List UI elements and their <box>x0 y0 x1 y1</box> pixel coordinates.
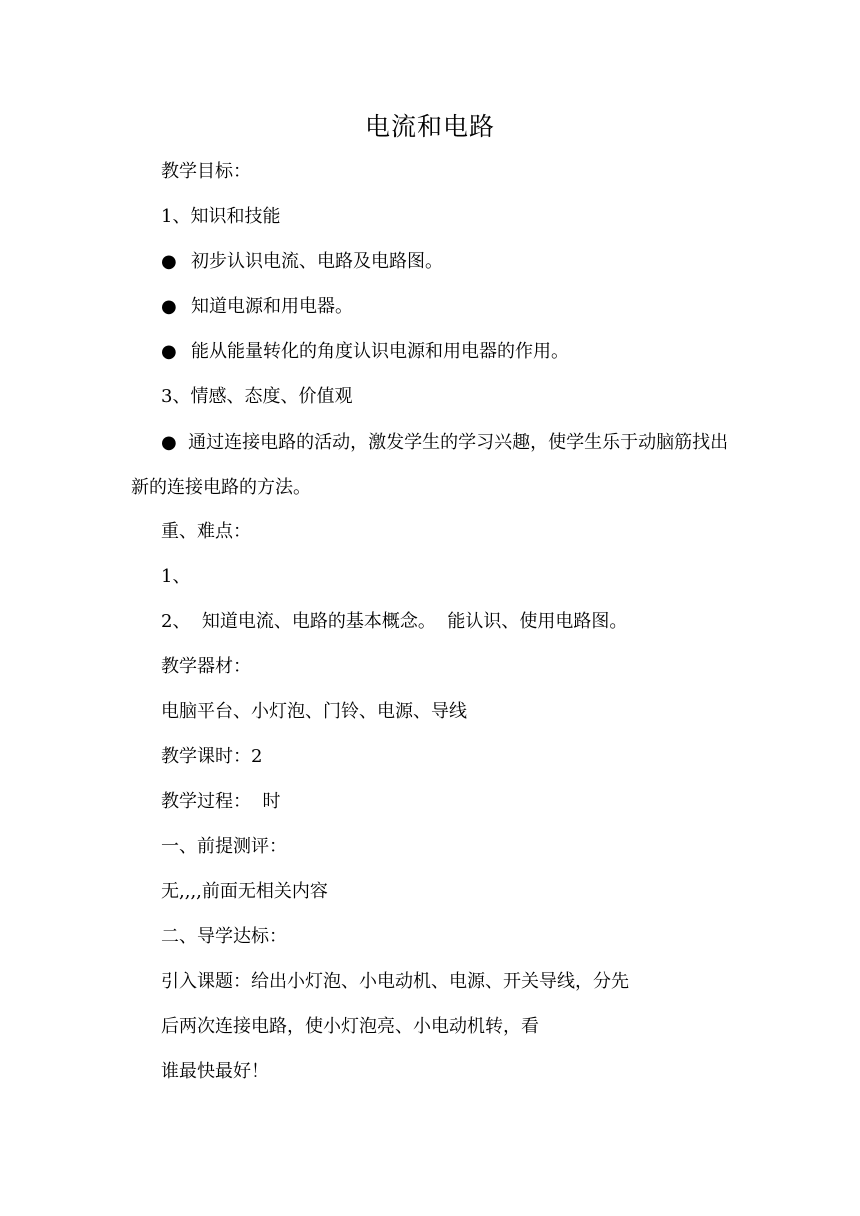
pretest-content: 无,,,,前面无相关内容 <box>161 881 328 902</box>
bullet-item <box>161 295 353 319</box>
attitude-heading: 3、情感、态度、价值观 <box>161 386 353 407</box>
materials-list: 电脑平台、小灯泡、门铃、电源、导线 <box>161 701 467 722</box>
bullet-text: 能从能量转化的角度认识电源和用电器的作用。 <box>191 341 569 362</box>
pretest-heading: 一、前提测评： <box>161 836 287 857</box>
bullet-item <box>161 340 569 364</box>
knowledge-heading: 1、知识和技能 <box>161 206 281 227</box>
bullet-icon: ● <box>161 341 177 362</box>
key-point-1: 1、 <box>161 566 191 587</box>
bullet-icon: ● <box>161 251 177 272</box>
intro-line-3: 谁最快最好！ <box>161 1061 269 1082</box>
class-hours: 教学课时：2 <box>161 746 263 767</box>
intro-line-1: 引入课题：给出小灯泡、小电动机、电源、开关导线，分先 <box>161 971 629 992</box>
process-heading: 教学过程： 时 <box>161 791 281 812</box>
bullet-icon: ● <box>161 296 177 317</box>
guide-heading: 二、导学达标： <box>161 926 287 947</box>
intro-line-2: 后两次连接电路，使小灯泡亮、小电动机转，看 <box>161 1016 539 1037</box>
bullet-text: 知道电源和用电器。 <box>191 296 353 317</box>
materials-heading: 教学器材： <box>161 656 251 677</box>
bullet-item <box>161 250 443 274</box>
objectives-heading: 教学目标： <box>161 161 251 182</box>
key-point-2: 2、 知道电流、电路的基本概念。 能认识、使用电路图。 <box>161 611 628 632</box>
document-title: 电流和电路 <box>364 112 495 141</box>
bullet-text: 初步认识电流、电路及电路图。 <box>191 251 443 272</box>
key-points-heading: 重、难点： <box>161 521 251 542</box>
bullet-text: 通过连接电路的活动，激发学生的学习兴趣，使学生乐于动脑筋找出新的连接电路的方法。 <box>131 432 729 498</box>
bullet-paragraph <box>131 420 731 510</box>
bullet-icon: ● <box>161 432 177 453</box>
